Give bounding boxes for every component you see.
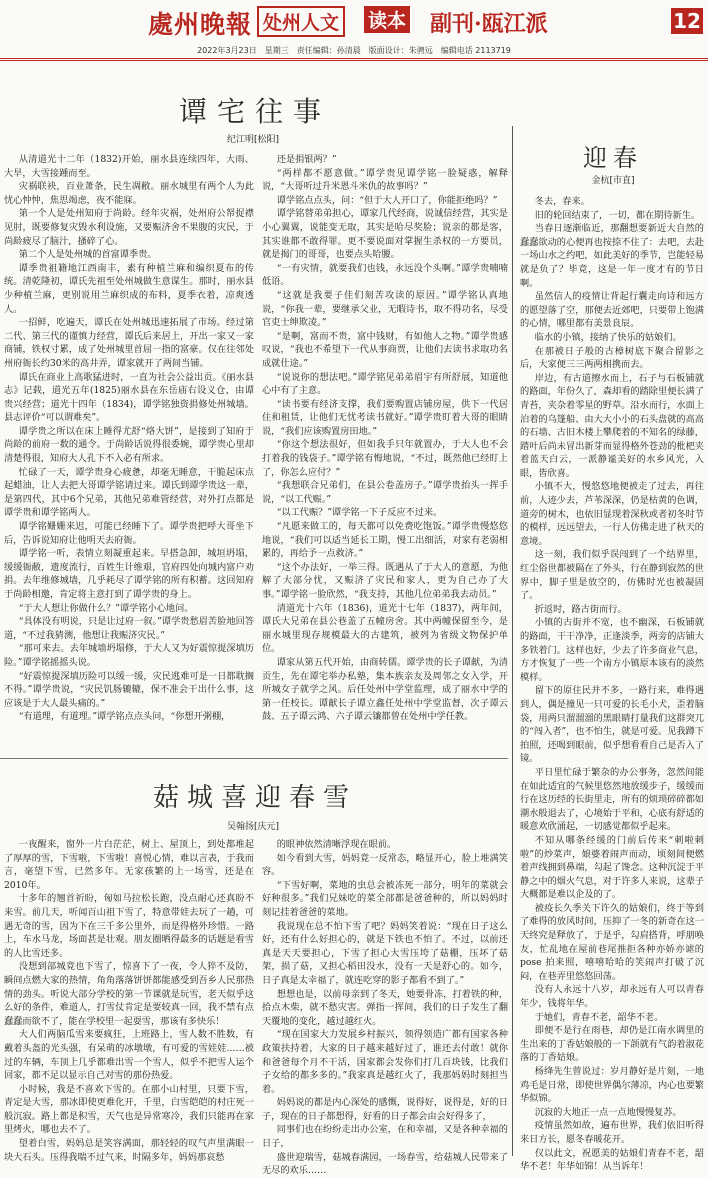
paragraph: 不知从哪条经缓的门前后传来“刺啦刺啦”的炒菜声，娘婆着闹声而动，顷刻间便燃着声线拥到鼻端，勾起了馋念。这种沉淀于平静之中的烟火气息，对于许多人来说，这辈子大概都是难以企及的了。 [520, 834, 704, 901]
paragraph: 谭学贵之所以在床上睡得尤舒“烙大饼”，是接到了知府于尚龄的前府一数的通令。于尚龄话说得很委婉，谭学贵心里却清楚得很，知府大人孔下不入必有所求。 [4, 425, 254, 465]
paragraph: 旧的轮回结束了，一切，都在期待新生。 [534, 209, 701, 221]
paragraph: 被疫长久季关下许久的姑娘们，终于等到了难得的放风时间，压抑了一冬的新奇在这一天终究是释放了，于是乎，勾肩搭背，呼朋唤友，忙乱地在屋前巷尾推拒各种亦娇亦谑的pose 拍来照，嘻嘻哈哈的笑闹声打破了沉闷，在巷弄里悠悠回荡。 [520, 902, 704, 982]
paragraph: 一夜醒来，窗外一片白茫茫，树上、屋顶上，到处都堆起了厚厚的雪，下雪啦，下雪啦！喜悦心情，难以言表，于我而言，毫望下雪，已然多年。无家孩繁的上一场雪，还是在2010年。 [4, 839, 254, 891]
article2-column-2 [262, 838, 508, 1177]
paragraph: 小镇的古街并不宽，也不幽深，石板铺就的路面，干干净净，正逢淡季，两旁的店铺大多铁着门。这样也好，少去了许多商业气息，方才恢复了一些一个南方小镇原本该有的淡然模样。 [520, 617, 704, 683]
paragraph: “说说你的想法吧。”谭学铭见弟弟眉宇有所舒展，知道他心中有了主意。 [262, 371, 508, 397]
article2-title: 菇城喜迎春雪 [152, 783, 357, 813]
paragraph: “以工代赈？”谭学铭一下子反应不过来。 [276, 507, 443, 519]
paragraph: 第二个人是处州城的首富谭季贵。 [18, 249, 157, 261]
paragraph: 我说现在总不怕下雪了吧？妈妈笑着说：“现在日子这么好，还有什么好担心的，就是下铁也不怕了。不过，以前还真是天天要担心，下雪了担心大雪压垮了菇棚，压坏了菇架，损了菇，又担心稻田没水，没有一天是舒心的。如今，日子真是太幸福了，就连吃穿的影子都看不到了。” [262, 920, 508, 986]
header-rule-thin [0, 60, 708, 61]
paragraph: 这一刻，我们似乎误闯到了一个结界里，红尘俗世都被隔在了外头，行在静到寂然的世界中，脚子里是放空的，仿佛时光也被凝固了。 [520, 549, 704, 602]
article2-column-1 [4, 838, 254, 1163]
paragraph: 清道光十六年（1836)，道光十七年（1837)，两年间，谭氏大兄弟在县公巷盖了五幢房舍。其中两幢保留至今，是丽水城里现存规模最大的古建筑，被列为省级文物保护单位。 [262, 602, 508, 655]
article1-column-1 [4, 153, 254, 751]
paragraph: 折返时，路古街而行。 [534, 603, 627, 615]
paragraph: 谭学铭替弟弟担心，谭家几代经商，说诚信经营，其实是小心翼翼，说能变无取，其实是哈尽奖脸；说亲的都是客，其实谁都不敢得罪。更不要说面对掌握生杀权的一方要员，就是揭门的哥哥，也要点头哈腰。 [262, 208, 508, 261]
paragraph: “下雪好啊，菜地的虫总会被冻死一部分，明年的菜就会好种很多。”我们兄妹吃的菜全部都是爸爸种的，所以妈妈时刻记挂着爸爸的菜地。 [262, 879, 508, 918]
paragraph: “于大人想让你做什么？”谭学铭小心地问。 [18, 602, 194, 614]
paragraph: 妈妈说的都是内心深处的感慨，说得好，说得是，好的日子，现在的日子都想得，好看的日子都会由会好得多了， [262, 1097, 508, 1122]
supplement-label: 副刊·瓯江派 [430, 11, 548, 37]
paragraph: 平日里忙碌于繁杂的办公事务，忽然间能在如此适宜的气候里悠然地放缓步子，缓缓而行在这历经的长街里走，所有的烦琐碎碎都如潮水般退去了，心境始于平和，心底有舒适的暖意欢欣涌起，一切感觉都似乎起来。 [520, 766, 704, 833]
paragraph: 忙碌了一天，谭学贵身心疲惫，却毫无睡意，干脆起床点起蜡油，让人去把大哥谭学铭请过来。谭氏到谭学贵这一辈，是第四代，其中6个兄弟，其他兄弟难管经营，对外打点都是谭学贵和谭学铭两人。 [4, 466, 254, 519]
paragraph: 的眼神依然清晰浮现在眼前。 [276, 839, 397, 850]
masthead [0, 0, 708, 44]
paragraph: 灾祸联袂，百业萧条，民生凋敝。丽水城里有两个人为此忧心忡忡，焦思竭虑，夜不能寐。 [4, 181, 254, 206]
article3-byline: 金杭[市直] [591, 176, 635, 186]
paragraph: 盛世迎瑞雪，菇城春满园，一场春雪，给菇城人民带来了无尽的欢乐…… [262, 1151, 508, 1177]
paragraph: “两样都不愿意做。”谭学贵见谭学铭一脸疑惑，解释说，“大哥听过升米恩斗米仇的故事吗？” [262, 167, 508, 193]
section-divider [0, 758, 508, 759]
paragraph: 沉寂的大地正一点一点地慢慢复苏。 [534, 1106, 682, 1118]
paper-name: 處州晚報 [148, 10, 253, 39]
paragraph: 谭季贵祖籍地江西南丰，素有种植兰麻和编织夏布的传统。清乾隆初，谭氏先祖至处州城做生意谋生。那时，丽水县少种植兰麻，更别说用兰麻织成的布料，夏季衣着，凉爽透人。 [4, 262, 254, 315]
paragraph: 谭氏在商业上高歌猛进时，一直为社会公益出贡。《丽水县志》记载，道光五年(1825)丽水县在东岳庙右设义仓，由谭贵兴经营；道光十四年（1834)，谭学铭独资捐修处州城墙。县志评价“可以谓难矣”。 [4, 371, 254, 424]
paragraph: “那可来去。去年城墙坍塌修，于大人又为好震惊提深填历险。”谭学铭摇摇头说。 [4, 643, 254, 668]
paragraph: 谭学铭一听，表情立刻凝重起来。早搭急卸，城垣坍塌，缓缓衙敝，遗度流行，百姓生计维艰，官府四处向城内富户劝捐。去年维修城墙，几乎耗尽了谭学铭的所有积蓄。这回知府于尚龄相邀，肯定将主意打到了谭学贵的身上。 [4, 548, 254, 600]
article1-title: 谭宅往事 [178, 95, 331, 128]
paragraph: “现在国家大力发展乡村振兴，领得领造广都有国家各种政策扶持着，大家的日子越来越好过了，谁还去付敢！就你和爸爸每个月不干活，国家都会发你们打几百块钱，比我们子女给的都多多的。”我家真是越红火了，我那妈妈时刻担当着。 [262, 1029, 508, 1095]
paragraph: 望着白雪，妈妈总是笑容满面，那轻轻的叹气声里满眼一块大石头。压得我喘不过气来，时隔多年，妈妈那哀愁 [4, 1138, 254, 1163]
paragraph: 没想到部城竟也下雪了，惊喜下了一夜，令人猝不及防，瞬间点燃大家的热情，角角落落饼饼都能感受到吾乡人民那热情的劲头。听说大部分学校的第一节课就是玩雪，老天似乎这么好的条件，难道人，打雪仗肯定是要较真一回，我不禁有点蠢蠢而欲不了，能在学校里一起耍雪，那该有多快乐！ [4, 961, 254, 1027]
paragraph: 想想也是，以前母亲到了冬天，她要骨冻，打着铁的种，拾点木柴，就不愁灾害。弹指一挥间，我们的日子发生了翻天覆地的变化，越过越红火。 [262, 988, 508, 1027]
section-box-label: 处州人文 [257, 6, 345, 37]
page-number: 12 [671, 8, 703, 34]
edition-info: 2022年3月23日 星期三 责任编辑：孙清晨 版面设计：朱骋远 编辑电话 2113719 [197, 46, 511, 55]
paragraph: 仅以此文，祝愿美的姑娘们青春不老，韶华不老！年华如锦！从当诉年！ [520, 1147, 704, 1173]
paragraph: “一有灾情，就要我们也钱，永远没个头啊。”谭学贵喃喃低语。 [262, 262, 508, 288]
paragraph: 冬去，春来。 [534, 196, 590, 207]
paragraph: 杨绛先生曾说过：岁月静好是片刻，一地鸡毛是日常，即使世界偶尔薄凉，内心也要繁华似锦。 [520, 1066, 704, 1105]
paragraph: “有道理，有道理。”谭学铭点点头问，“你想开粥棚， [18, 711, 231, 723]
article1-column-2 [262, 153, 508, 751]
paragraph: 从清道光十二年（1832)开始，丽水县连续四年，大雨、大旱，大雪接踵而至。 [4, 154, 254, 179]
paragraph: 即便不是行在雨巷，却仍是江南水调里的生出来的丁香姑娘般的一下颌就有气韵着淑花落的丁香姑娘。 [520, 1025, 704, 1064]
section-read-label: 读本 [364, 6, 410, 33]
article1-byline: 纪江明[松阳] [226, 135, 280, 145]
paragraph: 谭家从第五代开始，由商转儒。谭学贵的长子谭献，为清贡生，先在谭宅举办私塾，集本族亲友及周邻之女入学，开所城女子就学之风。后任处州中学堂监理，成了丽水中学的第一任校长。谭献长子谭立鑫任处州中学堂监督，次子谭云鼓、五子谭云鸿、六子谭云镶都曾在处州中学任教。 [262, 656, 508, 723]
paragraph: 如今看到大雪，妈妈竟一反常态，略显开心，脸上堆满笑容。 [262, 852, 508, 878]
paragraph: 谭学铭点点头，问：“但于大人开口了，你能拒绝吗？” [276, 194, 498, 206]
paragraph: 留下的原住民并不多，一路行来，难得遇到人，偶是撞见一只可爱的长毛小犬，歪着脑袋，用两只溜溜溜的黑眼睛打量我们这群突兀的“闯入者”，也不怕生，就是可爱。见我蹲下拍照，还喝到眼前，似乎想看看自己是否入了镜。 [520, 685, 704, 765]
column-divider [512, 126, 513, 1156]
article2-byline: 吴翰扬[庆元] [226, 822, 280, 832]
paragraph: “这个办法好，一举三得。既遇从了于大人的意愿，为他解了大部分忧，又赈济了灾民和家人，更为自己办了大事。”谭学铭一脸欣然，“我支持，其他几位弟弟我去动员。” [262, 561, 508, 600]
paragraph: 还是捐银两？” [276, 154, 337, 165]
paragraph: 没有人永远十八岁，却永远有人可以青春年少，钱将年华。 [520, 984, 704, 1010]
paragraph: 第一个人是处州知府于尚龄。经年灾祸，处州府公帑捉襟见肘，既要修复灾毁水利设施，又要赈济舍不果腹的灾民，于尚龄疲尽了脑汁，搔碎了心。 [4, 208, 254, 247]
paragraph: “好震惊提深填历险可以缓一缓，灾民逃难可是一日都耽搁不得。”谭学贵说，“灾民饥肠辘辘，保不准会干出什么事，这应该是于大人最头痛的。” [4, 670, 254, 709]
paragraph: “你这个想法很好，但如我手只年就置办，于大人也不会打着我的钱袋子。”谭学铭有悔地说，“不过，既然他已经盯上了，你怎么应付？” [262, 439, 508, 478]
paragraph: “我想联合兄弟们，在县公卷盖房子。”谭学贵抬头一挥手说，“以工代赈。” [262, 480, 508, 505]
paragraph: “这就是我要子佳们刻苦攻读的原因。”谭学铭认真地说，“你我一辈，要继承父业，无暇诗书，取不得功名，尽受官吏士绅欺凌。” [262, 289, 508, 329]
paragraph: 小镇不大，慢悠悠地便被走了过去，再往前，人迹少去，芦苇深深，仍是枯黄的色调，道旁的树木，也依旧显现着深秋或者初冬时节的模样，远远望去，一行人仿佛走进了秋天的意境。 [520, 481, 704, 547]
paragraph: 在那被日子般的古樟树底下聚合留影之后，大家便三三两两相携而去。 [520, 345, 704, 371]
paragraph: 疫情虽然如故，遍布世界，我们依旧听得来日方长，愿冬春暖花开。 [520, 1120, 704, 1145]
header-rule [0, 58, 708, 59]
paragraph: 小时候，我是不喜欢下雪的。在那小山村里，只要下雪，青定是大雪，那冰即使更难化开，千里，白雪皑皑的村庄死一般沉寂。路上都是积雪，天气也是异常寒冷，我们只能再在家里烤火，哪也去不了。 [4, 1083, 254, 1136]
paragraph: “具体没有明说，只是让过府一叙。”谭学贵愁眉苦脸地回答道，“不过我猜测，他想让我赈济灾民。” [4, 616, 254, 641]
article3-column [520, 195, 704, 1173]
paragraph: 大人们两脑瓜雪来要疯狂，上班路上，雪人数不胜数，有戴着头盔的光头强，有呆萌的冰墩墩，有可爱的雪娃娃……被过的车辆，车顶上几乎都难出雪一个雪人，似乎不把雪人运个回家，都不足以显示自己对雪的那份热爱。 [4, 1029, 254, 1082]
article3-title: 迎春 [583, 144, 643, 172]
paragraph: 虽然信人的疫情让背起行囊走向诗和远方的愿望落了空，那便去近郊吧，只要带上饱满的心情，哪里都有美景良辰。 [520, 291, 704, 330]
paragraph: 一招鲜，吃遍天，谭氏在处州城迅速拓展了市场。经过第二代、第三代的谨慎力经营，谭氏后来居上，开出一家又一家商铺，铁权寸累，成了处州城里首屈一指的富豪。仅在往邻处州府衙长约30米的高井弄，谭家就开了两间当铺。 [4, 317, 254, 369]
paragraph: 谭学铭姗姗来迟，可能已经睡下了。谭学贵把呼大哥坐下后，告诉说知府让他明天去府衙。 [4, 521, 254, 546]
paragraph: 于她们，青春不老，韶华不老。 [534, 1011, 664, 1023]
paragraph: 同事们也在纷纷走出办公室，在和幸福，又是各种幸福的日子， [262, 1124, 508, 1150]
paragraph: “读书要有经济支撑，我们要购置店铺房屋，供下一代居住和租赁，让他们无忧考读书就好。”谭学贵盯着大哥的眼睛说，“我们应该购置房田地。” [262, 398, 508, 437]
paragraph: 岸边，有古道擦水而上，石子与石板铺就的路面，年份久了，森却看的踏除里便长满了青苔，夹杂着零星的野草。沿水而行，水面上泊着的乌篷船、由大大小小的石头盘就的高高的石墙、古旧木楼上攀爬着的不知名的绿藤，踏叶后尚未冒出新芽而显得格外苍劲的枇杷夹着蓝天白云，一派静谧美好的水乡风光，入眼，皆欣喜。 [520, 372, 704, 479]
paragraph: “凡愿来做工的，每天都可以免费吃饱饭。”谭学贵慢悠悠地说，“我们可以适当延长工期，慢工出细活，对家有老弱相累的，再给予一点救济。” [262, 521, 508, 560]
paragraph: 临水的小镇，接纳了快乐的姑娘们。 [534, 331, 682, 343]
paragraph: 十多年的翘首祈盼，匈如马拉松长跑，没点耐心还真盼不来雪。前几天，听闻百山祖下雪了，特意带娃去玩了一趟，可遇无奇的雪，因为下在三千多公里外，而是得格外珍惜。一路上，车水马龙，场面甚是壮观。朋友圈晒得最多的话题是看雪的人比雪还多。 [4, 893, 254, 959]
paragraph: “是啊，富而不贵，富中钱财，有如他人之物。”谭学贵感叹说，“我也不希望下一代从事商贾，让他们去读书求取功名成就仕途。” [262, 330, 508, 369]
paragraph: 当春日逐渐临近，那翻想要新近大自然的蠢蠢欲动的心便再也按捺不住了：去吧，去赴一场山水之约吧，如此美好的季节，岂能轻易就是负了？毕竟，这是一年一度才有的节日啊。 [520, 223, 704, 289]
